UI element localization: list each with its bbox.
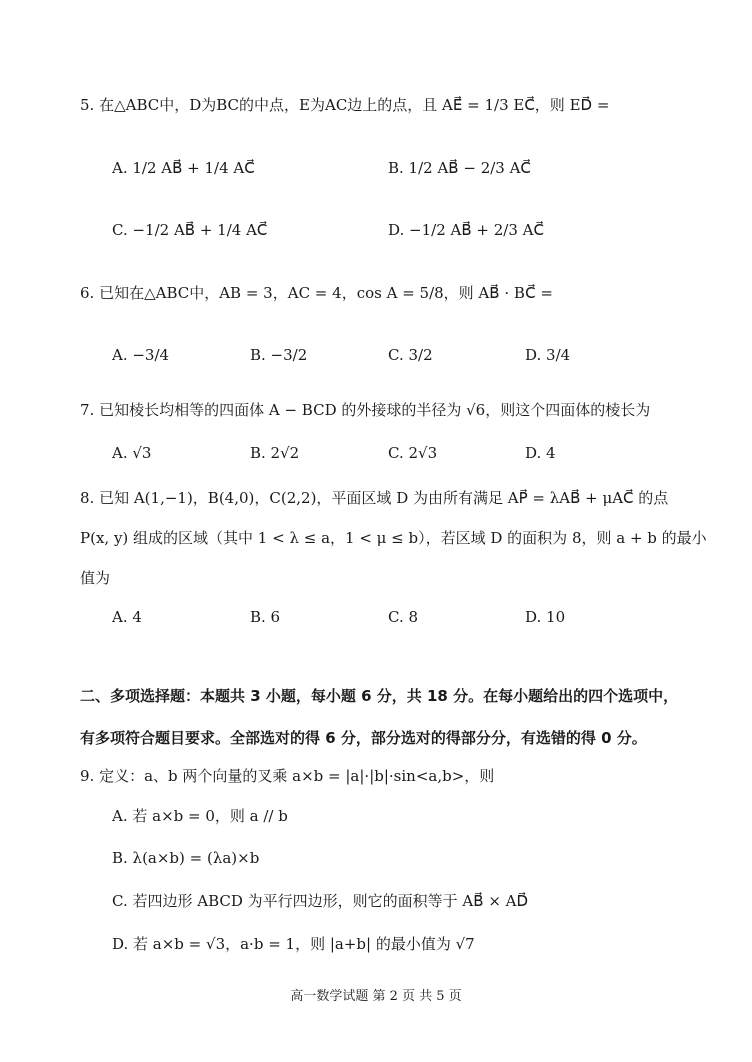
section-2-heading-line-1: 二、多项选择题：本题共 3 小题，每小题 6 分，共 18 分。在每小题给出的四个选项中， [80, 687, 679, 705]
question-6-stem: 6. 已知在△ABC中，AB = 3，AC = 4，cos A = 5/8，则 AB⃗ · BC⃗ = [80, 284, 553, 302]
question-5-option-a: A. 1/2 AB⃗ + 1/4 AC⃗ [112, 159, 255, 177]
question-7-option-c: C. 2√3 [388, 444, 438, 462]
question-9-stem: 9. 定义：a、b 两个向量的叉乘 a×b = |a|·|b|·sin<a,b>，则 [80, 767, 495, 785]
question-5-option-b: B. 1/2 AB⃗ − 2/3 AC⃗ [388, 159, 531, 177]
question-8-option-c: C. 8 [388, 608, 419, 626]
question-8-option-a: A. 4 [112, 608, 142, 626]
question-8-option-d: D. 10 [525, 608, 566, 626]
question-7-option-a: A. √3 [112, 444, 152, 462]
question-7-option-d: D. 4 [525, 444, 556, 462]
question-5-option-d: D. −1/2 AB⃗ + 2/3 AC⃗ [388, 221, 544, 239]
page-footer: 高一数学试题 第 2 页 共 5 页 [290, 989, 462, 1004]
question-8-line-3: 值为 [80, 569, 111, 587]
question-6-option-b: B. −3/2 [250, 346, 308, 364]
question-7-stem: 7. 已知棱长均相等的四面体 A − BCD 的外接球的半径为 √6，则这个四面体的棱长为 [80, 401, 651, 419]
question-9-option-d: D. 若 a×b = √3，a·b = 1，则 |a+b| 的最小值为 √7 [112, 935, 475, 953]
question-8-option-b: B. 6 [250, 608, 281, 626]
section-2-heading-line-2: 有多项符合题目要求。全部选对的得 6 分，部分选对的得部分分，有选错的得 0 分。 [80, 729, 647, 747]
question-8-line-2: P(x, y) 组成的区域（其中 1 < λ ≤ a，1 < μ ≤ b），若区域 D 的面积为 8，则 a + b 的最小 [80, 529, 707, 547]
question-5-option-c: C. −1/2 AB⃗ + 1/4 AC⃗ [112, 221, 268, 239]
question-5-stem: 5. 在△ABC中，D为BC的中点，E为AC边上的点，且 AE⃗ = 1/3 EC⃗，则 ED⃗ = [80, 96, 610, 114]
question-7-option-b: B. 2√2 [250, 444, 300, 462]
question-6-option-c: C. 3/2 [388, 346, 433, 364]
question-6-option-d: D. 3/4 [525, 346, 571, 364]
question-8-line-1: 8. 已知 A(1,−1)，B(4,0)，C(2,2)，平面区域 D 为由所有满足 AP⃗ = λAB⃗ + μAC⃗ 的点 [80, 489, 669, 507]
question-9-option-c: C. 若四边形 ABCD 为平行四边形，则它的面积等于 AB⃗ × AD⃗ [112, 892, 529, 910]
question-9-option-a: A. 若 a×b = 0，则 a // b [112, 807, 288, 825]
question-6-option-a: A. −3/4 [112, 346, 170, 364]
question-9-option-b: B. λ(a×b) = (λa)×b [112, 849, 260, 867]
